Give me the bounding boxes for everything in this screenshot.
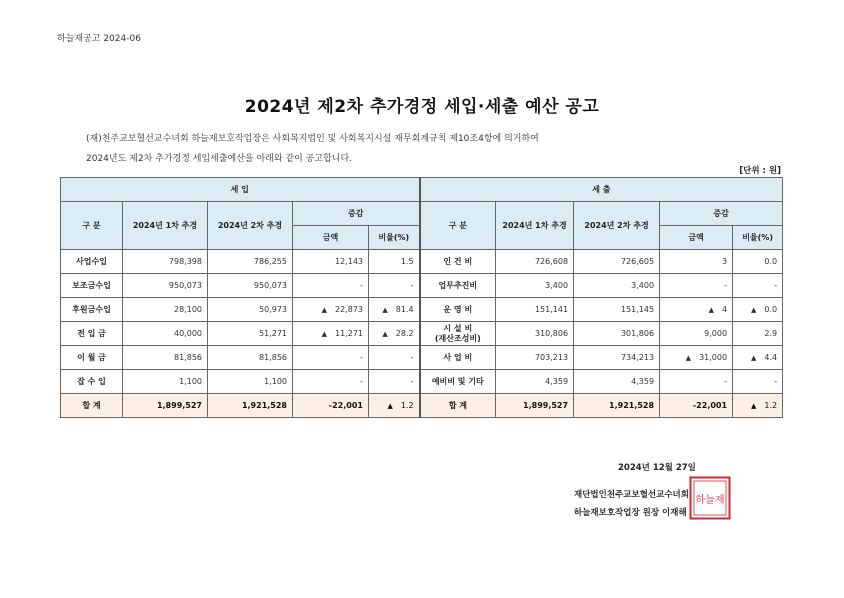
budget-body — [61, 250, 783, 418]
revenue-ratio — [369, 298, 420, 322]
expenditure-total-change — [660, 394, 733, 418]
table-row — [61, 274, 783, 298]
table-row — [61, 322, 783, 346]
expenditure-change-value: 4 — [721, 305, 728, 314]
revenue-header: 세 입 — [61, 178, 420, 202]
expenditure-category — [420, 370, 496, 394]
expenditure-first-header: 2024년 1차 추경 — [496, 202, 574, 250]
revenue-ratio — [369, 250, 420, 274]
revenue-ratio-header: 비율(%) — [369, 226, 420, 250]
increase-arrow-icon: ▲ — [387, 402, 393, 410]
revenue-ratio-value: 81.4 — [395, 305, 414, 314]
revenue-ratio — [369, 346, 420, 370]
expenditure-ratio — [733, 370, 783, 394]
revenue-second — [208, 346, 293, 370]
revenue-ratio — [369, 274, 420, 298]
increase-arrow-icon: ▲ — [382, 306, 388, 314]
expenditure-ratio-value: 2.9 — [764, 329, 778, 338]
expenditure-category — [420, 298, 496, 322]
increase-arrow-icon: ▲ — [321, 330, 327, 338]
revenue-category: 잡 수 입 — [61, 370, 123, 394]
unit-label: [단위 : 원] — [739, 166, 781, 176]
announcement-date: 2024년 12월 27일 — [618, 463, 696, 473]
increase-arrow-icon: ▲ — [751, 354, 757, 362]
expenditure-category-header: 구 분 — [420, 202, 496, 250]
increase-arrow-icon: ▲ — [321, 306, 327, 314]
signature-line-1: 재단법인천주교보혈선교수녀회 — [574, 490, 689, 500]
revenue-ratio — [369, 322, 420, 346]
revenue-second — [208, 370, 293, 394]
expenditure-first-value: 703,213 — [534, 353, 569, 362]
table-row — [61, 250, 783, 274]
expenditure-change-value: 31,000 — [699, 353, 728, 362]
expenditure-change-value: 9,000 — [704, 329, 728, 338]
revenue-category-header: 구 분 — [61, 202, 123, 250]
revenue-category: 전 입 금 — [61, 322, 123, 346]
revenue-change-header: 증감 — [293, 202, 420, 226]
revenue-amount-header: 금액 — [293, 226, 369, 250]
revenue-first — [123, 370, 208, 394]
table-row — [61, 370, 783, 394]
revenue-second — [208, 298, 293, 322]
expenditure-second-value: 301,806 — [620, 329, 655, 338]
revenue-first — [123, 250, 208, 274]
revenue-change — [293, 250, 369, 274]
expenditure-ratio — [733, 250, 783, 274]
revenue-change — [293, 274, 369, 298]
expenditure-first-value: 3,400 — [545, 281, 569, 290]
expenditure-category — [420, 274, 496, 298]
revenue-first-value: 28,100 — [174, 305, 202, 314]
expenditure-ratio — [733, 298, 783, 322]
expenditure-change — [660, 346, 733, 370]
expenditure-header: 세 출 — [420, 178, 783, 202]
expenditure-total-ratio — [733, 394, 783, 418]
expenditure-second-value: 734,213 — [620, 353, 655, 362]
revenue-second-header: 2024년 2차 추경 — [208, 202, 293, 250]
expenditure-ratio-value: 0.0 — [764, 257, 778, 266]
expenditure-ratio-value: - — [774, 377, 778, 386]
table-row — [61, 298, 783, 322]
expenditure-category-label: 업무추진비 — [438, 281, 478, 290]
expenditure-ratio-value: 4.4 — [764, 353, 778, 362]
expenditure-first — [496, 346, 574, 370]
expenditure-first — [496, 250, 574, 274]
revenue-second-value: 51,271 — [259, 329, 287, 338]
revenue-change-value: - — [360, 353, 363, 362]
expenditure-category-label: 예비비 및 기타 — [431, 377, 484, 386]
expenditure-second-header: 2024년 2차 추경 — [574, 202, 660, 250]
revenue-first — [123, 346, 208, 370]
expenditure-second — [574, 322, 660, 346]
expenditure-first — [496, 274, 574, 298]
revenue-total-first — [123, 394, 208, 418]
increase-arrow-icon: ▲ — [685, 354, 692, 362]
expenditure-change — [660, 322, 733, 346]
revenue-ratio — [369, 370, 420, 394]
revenue-second-value: 1,100 — [264, 377, 287, 386]
expenditure-category-label: 시 설 비 — [443, 323, 473, 333]
expenditure-category-label: 운 영 비 — [443, 305, 473, 314]
intro-line-1: (재)천주교보혈선교수녀회 하늘재보호작업장은 사회복지법인 및 사회복지시설 재무회계규칙 제10조4항에 의거하여 — [86, 134, 539, 144]
official-seal-icon — [689, 476, 731, 520]
expenditure-total-second — [574, 394, 660, 418]
revenue-ratio-value: 1.5 — [400, 257, 414, 266]
expenditure-total-first — [496, 394, 574, 418]
expenditure-change — [660, 370, 733, 394]
expenditure-first — [496, 322, 574, 346]
revenue-second-value: 950,073 — [253, 281, 287, 290]
revenue-change — [293, 298, 369, 322]
revenue-total-change — [293, 394, 369, 418]
expenditure-change-value: - — [724, 377, 728, 386]
expenditure-second — [574, 346, 660, 370]
expenditure-first-value: 151,141 — [534, 305, 569, 314]
budget-table — [60, 177, 783, 418]
expenditure-category-sublabel: (재산조성비) — [434, 333, 481, 343]
revenue-first-value: 81,856 — [174, 353, 202, 362]
expenditure-total-label: 합 계 — [420, 394, 496, 418]
expenditure-change — [660, 274, 733, 298]
expenditure-category-label: 인 건 비 — [443, 257, 473, 266]
revenue-first — [123, 322, 208, 346]
expenditure-category-label: 사 업 비 — [443, 353, 473, 362]
expenditure-ratio — [733, 274, 783, 298]
expenditure-total-second-value: 1,921,528 — [609, 401, 655, 410]
revenue-second — [208, 274, 293, 298]
revenue-second-value: 81,856 — [259, 353, 287, 362]
revenue-second-value: 50,973 — [259, 305, 287, 314]
expenditure-second — [574, 250, 660, 274]
expenditure-first — [496, 298, 574, 322]
revenue-change — [293, 322, 369, 346]
expenditure-change — [660, 298, 733, 322]
increase-arrow-icon: ▲ — [751, 306, 757, 314]
revenue-change — [293, 346, 369, 370]
expenditure-ratio — [733, 346, 783, 370]
expenditure-ratio-value: - — [774, 281, 778, 290]
expenditure-change-value: - — [724, 281, 728, 290]
revenue-change-value: 12,143 — [335, 257, 363, 266]
signature-line-2: 하늘재보호작업장 원장 이재해 — [574, 508, 687, 518]
intro-line-2: 2024년도 제2차 추가경정 세입세출예산을 아래와 같이 공고합니다. — [86, 154, 353, 164]
revenue-second — [208, 322, 293, 346]
expenditure-change-value: 3 — [721, 257, 728, 266]
expenditure-category — [420, 346, 496, 370]
expenditure-total-first-value: 1,899,527 — [523, 401, 569, 410]
revenue-total-second — [208, 394, 293, 418]
expenditure-first-value: 4,359 — [545, 377, 569, 386]
revenue-category: 보조금수입 — [61, 274, 123, 298]
page-title: 2024년 제2차 추가경정 세입·세출 예산 공고 — [244, 97, 600, 117]
expenditure-second — [574, 298, 660, 322]
revenue-second — [208, 250, 293, 274]
expenditure-category — [420, 322, 496, 346]
expenditure-second-value: 3,400 — [631, 281, 655, 290]
revenue-change — [293, 370, 369, 394]
revenue-ratio-value: 28.2 — [395, 329, 414, 338]
revenue-category: 이 월 금 — [61, 346, 123, 370]
revenue-change-value: 22,873 — [335, 305, 363, 314]
revenue-total-second-value: 1,921,528 — [241, 401, 287, 410]
total-row — [61, 394, 783, 418]
revenue-total-label: 합 계 — [61, 394, 123, 418]
expenditure-total-change-value: -22,001 — [692, 401, 728, 410]
expenditure-first-value: 726,608 — [534, 257, 569, 266]
revenue-category: 사업수입 — [61, 250, 123, 274]
revenue-first-value: 1,100 — [179, 377, 202, 386]
svg-text:하늘재: 하늘재 — [695, 495, 725, 506]
expenditure-second-value: 726,605 — [620, 257, 655, 266]
expenditure-category — [420, 250, 496, 274]
revenue-first — [123, 274, 208, 298]
expenditure-change-header: 증감 — [660, 202, 783, 226]
expenditure-ratio — [733, 322, 783, 346]
revenue-first-value: 950,073 — [168, 281, 202, 290]
expenditure-change — [660, 250, 733, 274]
revenue-total-ratio — [369, 394, 420, 418]
revenue-first-header: 2024년 1차 추경 — [123, 202, 208, 250]
revenue-total-change-value: -22,001 — [328, 401, 363, 410]
table-row — [61, 346, 783, 370]
revenue-total-ratio-value: 1.2 — [400, 401, 414, 410]
expenditure-ratio-value: 0.0 — [764, 305, 778, 314]
revenue-first-value: 798,398 — [168, 257, 202, 266]
revenue-first-value: 40,000 — [174, 329, 202, 338]
expenditure-second — [574, 274, 660, 298]
expenditure-second-value: 151,145 — [620, 305, 655, 314]
revenue-ratio-value: - — [410, 281, 414, 290]
revenue-change-value: - — [360, 377, 363, 386]
increase-arrow-icon: ▲ — [382, 330, 388, 338]
expenditure-second-value: 4,359 — [631, 377, 655, 386]
expenditure-total-ratio-value: 1.2 — [764, 401, 778, 410]
revenue-ratio-value: - — [410, 353, 414, 362]
expenditure-first-value: 310,806 — [534, 329, 569, 338]
revenue-ratio-value: - — [410, 377, 414, 386]
expenditure-second — [574, 370, 660, 394]
revenue-change-value: 11,271 — [335, 329, 363, 338]
revenue-first — [123, 298, 208, 322]
revenue-total-first-value: 1,899,527 — [156, 401, 202, 410]
document-id: 하늘재공고 2024-06 — [57, 34, 141, 44]
increase-arrow-icon: ▲ — [708, 306, 714, 314]
increase-arrow-icon: ▲ — [751, 402, 757, 410]
revenue-category: 후원금수입 — [61, 298, 123, 322]
expenditure-amount-header: 금액 — [660, 226, 733, 250]
expenditure-ratio-header: 비율(%) — [733, 226, 783, 250]
expenditure-first — [496, 370, 574, 394]
revenue-second-value: 786,255 — [253, 257, 287, 266]
revenue-change-value: - — [360, 281, 363, 290]
